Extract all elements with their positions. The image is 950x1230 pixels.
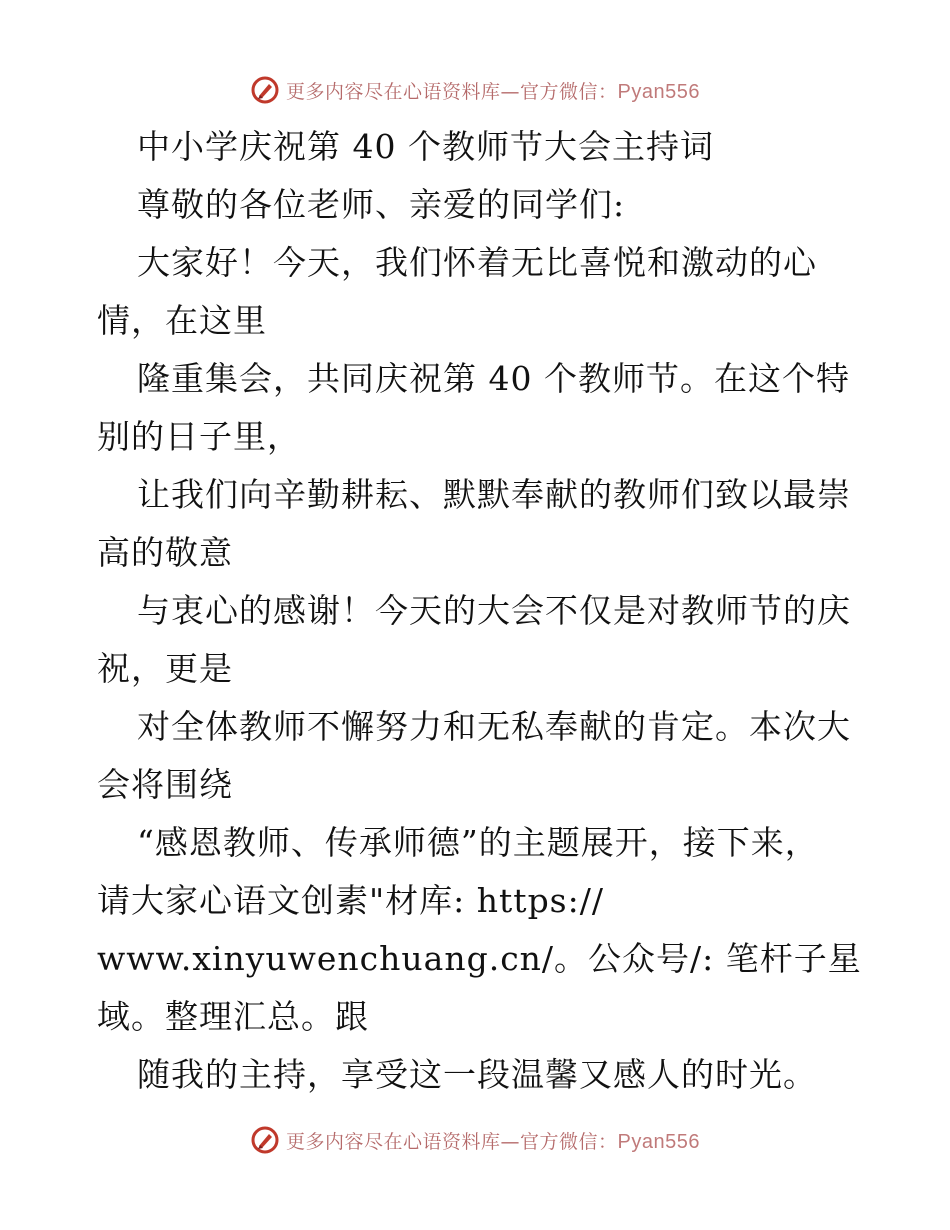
- watermark-account: Pyan556: [617, 1130, 700, 1153]
- doc-line: 情，在这里: [97, 301, 267, 340]
- doc-line: 域。整理汇总。跟: [97, 997, 369, 1036]
- doc-line: 祝，更是: [97, 649, 233, 688]
- footer-watermark: [0, 1122, 950, 1158]
- pen-logo-icon: [250, 75, 280, 105]
- doc-line: 别的日子里，: [97, 417, 301, 456]
- doc-line: www.xinyuwenchuang.cn/。公众号/: 笔杆子星: [97, 939, 862, 978]
- doc-line: 对全体教师不懈努力和无私奉献的肯定。本次大: [137, 707, 851, 746]
- watermark-dash: —: [500, 1130, 521, 1153]
- watermark-wechat-label: 官方微信：: [520, 1130, 618, 1153]
- doc-line: 随我的主持，享受这一段温馨又感人的时光。: [137, 1055, 817, 1094]
- watermark-site: 更多内容尽在心语资料库: [286, 1130, 501, 1153]
- doc-line: 尊敬的各位老师、亲爱的同学们:: [137, 185, 626, 224]
- document-body: [97, 118, 862, 1104]
- watermark-account: Pyan556: [617, 80, 700, 103]
- watermark-site: 更多内容尽在心语资料库: [286, 80, 501, 103]
- doc-line: 隆重集会，共同庆祝第 40 个教师节。在这个特: [137, 359, 850, 398]
- watermark-wechat-label: 官方微信：: [520, 80, 618, 103]
- pen-logo-icon: [250, 1125, 280, 1155]
- doc-line: 高的敬意: [97, 533, 233, 572]
- watermark-dash: —: [500, 80, 521, 103]
- header-watermark: [0, 72, 950, 108]
- doc-line: 让我们向辛勤耕耘、默默奉献的教师们致以最崇: [137, 475, 851, 514]
- doc-line: 请大家心语文创素"材库: https://: [97, 881, 604, 920]
- doc-line: 大家好！今天，我们怀着无比喜悦和激动的心: [137, 243, 817, 282]
- doc-line: 与衷心的感谢！今天的大会不仅是对教师节的庆: [137, 591, 851, 630]
- doc-line: 中小学庆祝第 40 个教师节大会主持词: [137, 127, 714, 166]
- doc-line: “感恩教师、传承师德”的主题展开，接下来，: [137, 823, 819, 862]
- watermark-text: [286, 77, 700, 104]
- doc-line: 会将围绕: [97, 765, 233, 804]
- watermark-text: [286, 1127, 700, 1154]
